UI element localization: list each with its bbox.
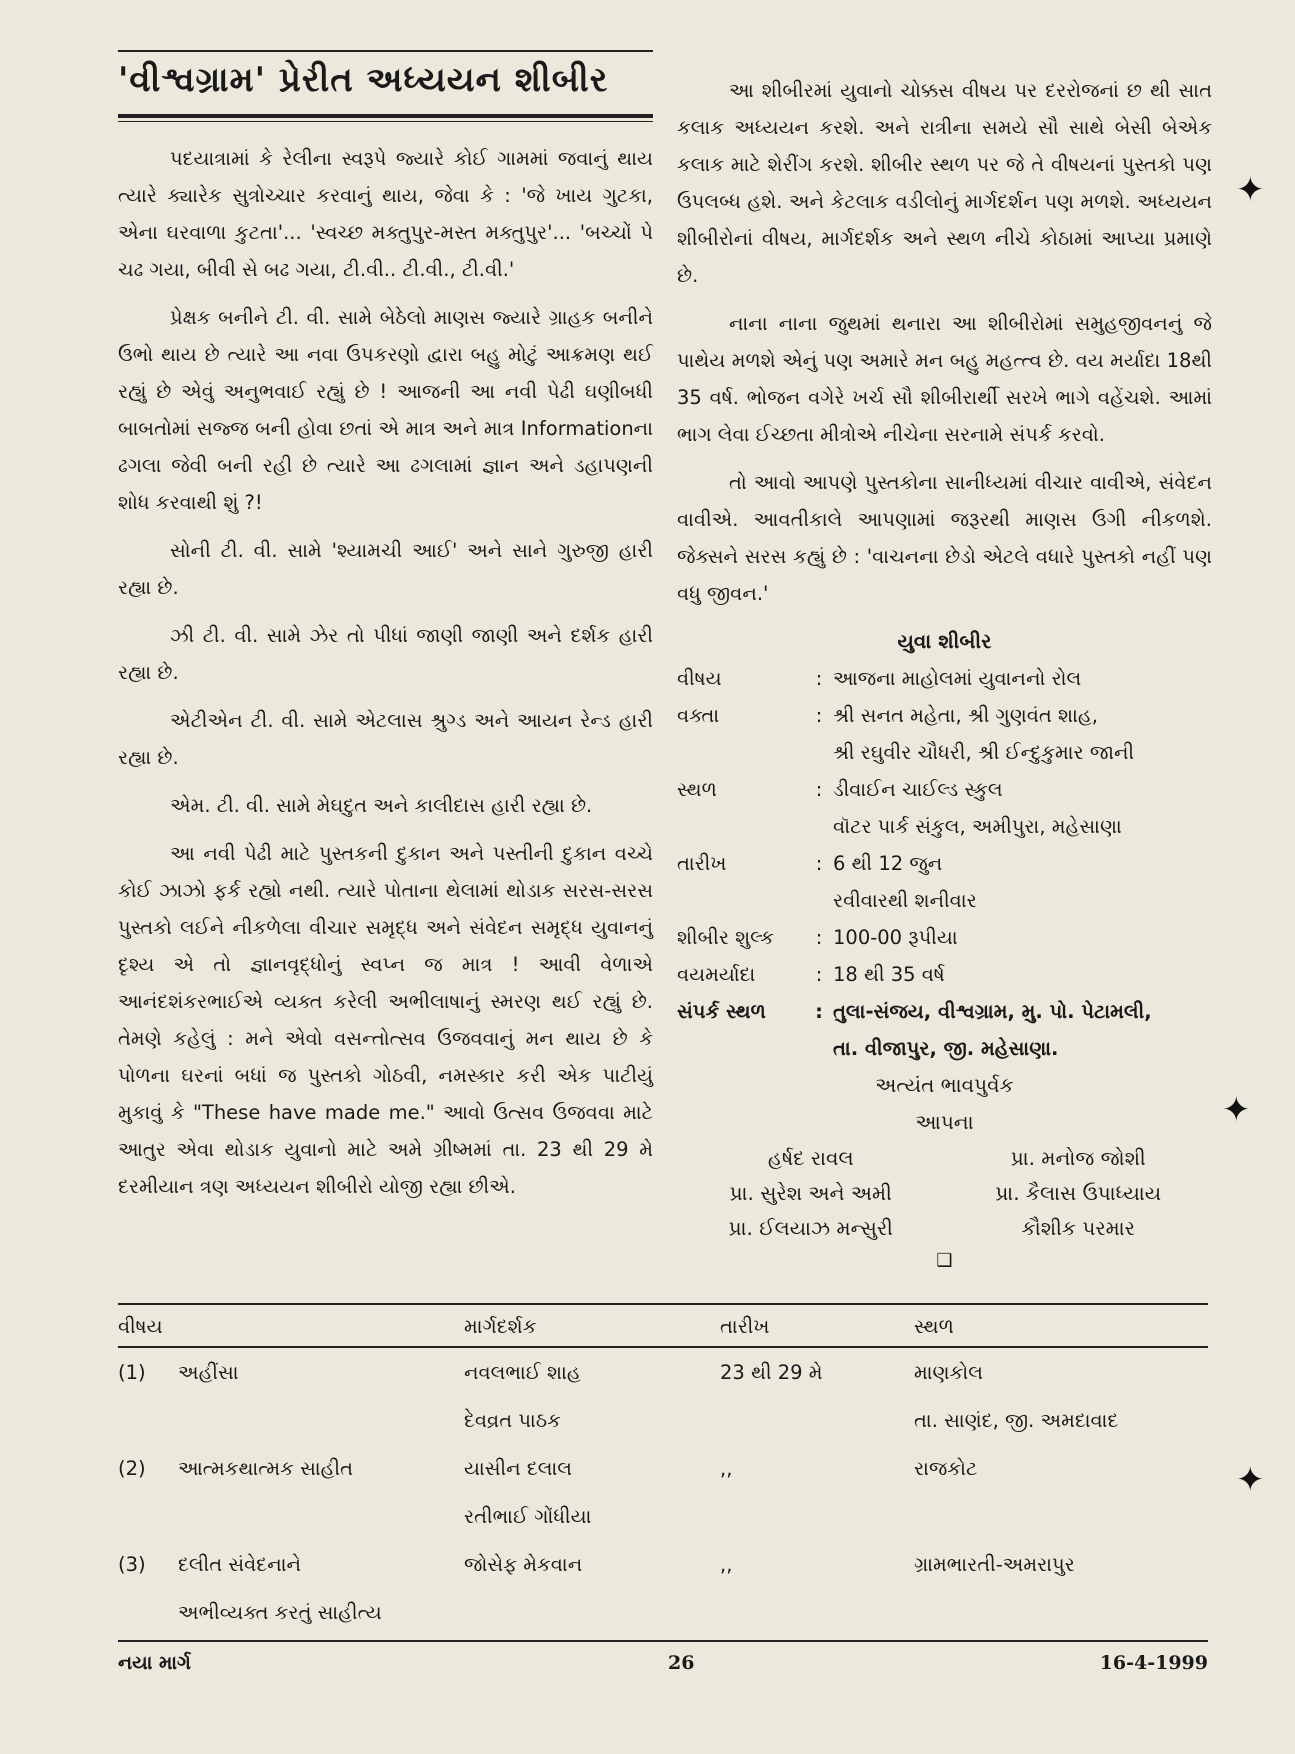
subject-cell xyxy=(118,1347,464,1396)
info-label: તારીખ xyxy=(677,852,727,875)
info-row xyxy=(677,734,1212,771)
info-row xyxy=(677,771,1212,808)
table-row xyxy=(118,1540,1208,1588)
subject-cell xyxy=(118,1492,464,1540)
contact-line: તા. વીજાપુર, જી. મહેસાણા. xyxy=(833,1037,1059,1060)
guide-cell: નવલભાઈ શાહ xyxy=(464,1360,581,1384)
signatory: પ્રા. મનોજ જોશી xyxy=(1010,1146,1146,1170)
column-header: વીષય xyxy=(118,1305,464,1347)
info-row xyxy=(677,882,1212,919)
signatory: પ્રા. કૈલાસ ઉપાધ્યાય xyxy=(995,1181,1162,1205)
subject-cell xyxy=(118,1588,464,1636)
paragraph: પ્રેક્ષક બનીને ટી. વી. સામે બેઠેલો માણસ જ્યારે ગ્રાહક બનીને ઉભો થાય છે ત્યારે આ નવા ઉપકરણો દ્વારા બહુ મોટું આક્રમણ થઈ રહ્યું છે એવું અનુભવાઈ રહ્યું છે ! આજની આ નવી પેઢી ઘણીબધી બાબતોમાં સજ્જ બની હોવા છતાં એ માત્ર અને માત્ર Informationના ઢગલા જેવી બની રહી છે ત્યારે આ ઢગલામાં જ્ઞાન અને ડહાપણની શોધ કરવાથી શું ?! xyxy=(118,306,653,514)
info-row xyxy=(677,956,1212,993)
info-value: 18 થી 35 વર્ષ xyxy=(833,963,945,986)
left-column xyxy=(118,50,653,1216)
table-row xyxy=(118,1588,1208,1636)
closing-line: અત્યંત ભાવપુર્વક xyxy=(875,1073,1014,1097)
info-value: વૉટર પાર્ક સંકુલ, અમીપુરા, મહેસાણા xyxy=(833,815,1122,838)
page-number: 26 xyxy=(668,1652,695,1674)
date-cell xyxy=(720,1396,914,1444)
subject-cell xyxy=(118,1444,464,1492)
subject-text: આત્મકથાત્મક સાહીત xyxy=(178,1456,354,1480)
info-row xyxy=(677,845,1212,882)
info-colon: : xyxy=(815,704,823,727)
subject-text: અહીંસા xyxy=(178,1360,239,1384)
paragraph: આ શીબીરમાં યુવાનો ચોક્કસ વીષય પર દરરોજનાં છ થી સાત કલાક અધ્યયન કરશે. અને રાત્રીના સમયે સૌ સાથે બેસી બેએક કલાક માટે શેરીંગ કરશે. શીબીર સ્થળ પર જે તે વીષયનાં પુસ્તકો પણ ઉપલબ્ધ હશે. અને કેટલાક વડીલોનું માર્ગદર્શન પણ મળશે. અધ્યયન શીબીરોનાં વીષય, માર્ગદર્શક અને સ્થળ નીચે કોઠામાં આપ્યા પ્રમાણે છે. xyxy=(677,79,1212,287)
date-cell xyxy=(720,1588,914,1636)
title-rule xyxy=(118,114,653,122)
column-header: માર્ગદર્શક xyxy=(464,1305,720,1347)
column-header: તારીખ xyxy=(720,1305,914,1347)
table-row xyxy=(118,1444,1208,1492)
schedule-table-wrap xyxy=(118,1303,1208,1636)
date-cell xyxy=(720,1492,914,1540)
paragraph: સોની ટી. વી. સામે 'શ્યામચી આઈ' અને સાને ગુરુજી હારી રહ્યા છે. xyxy=(118,539,653,599)
info-label: વયમર્યાદા xyxy=(677,963,756,986)
place-cell: ગ્રામભારતી-અમરાપુર xyxy=(914,1552,1075,1576)
column-header: સ્થળ xyxy=(914,1305,1208,1347)
info-row xyxy=(677,808,1212,845)
guide-cell: રતીભાઈ ગોંધીયા xyxy=(464,1504,592,1528)
info-label: સ્થળ xyxy=(677,778,717,801)
table-header-row xyxy=(118,1305,1208,1347)
punch-hole-mark-icon: ✦ xyxy=(1236,170,1265,210)
signatory: કૌશીક પરમાર xyxy=(1021,1216,1136,1240)
schedule-table xyxy=(118,1305,1208,1636)
camp-info-table xyxy=(677,660,1212,1067)
info-colon: : xyxy=(815,778,823,801)
article-title: 'વીશ્વગ્રામ' પ્રેરીત અધ્યયન શીબીર xyxy=(118,60,609,100)
paragraph: આ નવી પેઢી માટે પુસ્તકની દુકાન અને પસ્તીની દુકાન વચ્ચે કોઈ ઝાઝો ફર્ક રહ્યો નથી. ત્યારે પોતાના થેલામાં થોડાક સરસ-સરસ પુસ્તકો લઈને નીકળેલા વીચાર સમૃદ્ધ અને સંવેદન સમૃદ્ધ યુવાનનું દૃશ્ય એ તો જ્ઞાનવૃદ્ધોનું સ્વપ્ન જ માત્ર ! આવી વેળાએ આનંદશંકરભાઈએ વ્યક્ત કરેલી અભીલાષાનું સ્મરણ થઈ રહ્યું છે. તેમણે કહેલું : મને એવો વસન્તોત્સવ ઉજવવાનું મન થાય છે કે પોળના ઘરનાં બધાં જ પુસ્તકો ગોઠવી, નમસ્કાર કરી એક પાટીયું મુકાવું કે "These have made me." આવો ઉત્સવ ઉજવવા માટે આતુર એવા થોડાક યુવાનો માટે અમે ગ્રીષ્મમાં તા. 23 થી 29 મે દરમીયાન ત્રણ અધ્યયન શીબીરો યોજી રહ્યા છીએ. xyxy=(118,842,653,1198)
row-number: (2) xyxy=(118,1456,146,1480)
paragraph: ઝી ટી. વી. સામે ઝેર તો પીધાં જાણી જાણી અને દર્શક હારી રહ્યા છે. xyxy=(118,624,653,684)
end-mark: ❑ xyxy=(936,1250,953,1271)
subject-text: અભીવ્યક્ત કરતું સાહીત્ય xyxy=(178,1600,382,1624)
info-value: શ્રી સનત મહેતા, શ્રી ગુણવંત શાહ, xyxy=(833,704,1098,727)
info-value: ડીવાઈન ચાઈલ્ડ સ્કુલ xyxy=(833,778,1003,801)
info-label: વીષય xyxy=(677,667,722,690)
subject-cell xyxy=(118,1540,464,1588)
info-value: શ્રી રઘુવીર ચૌધરી, શ્રી ઈન્દુકુમાર જાની xyxy=(833,741,1135,764)
info-colon: : xyxy=(815,926,823,949)
info-label xyxy=(677,882,805,919)
row-number: (1) xyxy=(118,1360,146,1384)
place-cell: તા. સાણંદ, જી. અમદાવાદ xyxy=(914,1408,1119,1432)
info-label: શીબીર શુલ્ક xyxy=(677,926,775,949)
signatory: હર્ષદ રાવલ xyxy=(767,1146,854,1170)
contact-row xyxy=(677,1030,1212,1067)
info-colon: : xyxy=(815,963,823,986)
contact-row xyxy=(677,993,1212,1030)
place-cell: રાજકોટ xyxy=(914,1456,978,1480)
signatory: પ્રા. સુરેશ અને અમી xyxy=(729,1181,892,1205)
info-value: રવીવારથી શનીવાર xyxy=(833,889,977,912)
paragraph: નાના નાના જુથમાં થનારા આ શીબીરોમાં સમુહજીવનનું જે પાથેય મળશે એનું પણ અમારે મન બહુ મહત્ત્વ છે. વય મર્યાદા 18થી 35 વર્ષ. ભોજન વગેરે ખર્ચ સૌ શીબીરાર્થી સરખે ભાગે વહેંચશે. આમાં ભાગ લેવા ઈચ્છતા મીત્રોએ નીચેના સરનામે સંપર્ક કરવો. xyxy=(677,312,1212,446)
guide-cell xyxy=(464,1588,720,1636)
info-colon: : xyxy=(815,852,823,875)
right-column xyxy=(677,72,1212,1271)
table-row xyxy=(118,1347,1208,1396)
paragraph: એમ. ટી. વી. સામે મેઘદુત અને કાલીદાસ હારી રહ્યા છે. xyxy=(170,794,593,817)
place-cell: માણકોલ xyxy=(914,1360,983,1384)
subject-cell xyxy=(118,1396,464,1444)
table-row xyxy=(118,1492,1208,1540)
subject-text: દલીત સંવેદનાને xyxy=(178,1552,302,1576)
punch-hole-mark-icon: ✦ xyxy=(1222,1090,1251,1130)
place-cell xyxy=(914,1492,1208,1540)
contact-line: તુલા-સંજય, વીશ્વગ્રામ, મુ. પો. પેટામલી, xyxy=(833,1000,1152,1023)
paragraph: એટીએન ટી. વી. સામે એટલાસ શ્રુગ્ડ અને આયન રેન્ડ હારી રહ્યા છે. xyxy=(118,709,653,769)
guide-cell: દેવવ્રત પાઠક xyxy=(464,1408,561,1432)
info-label: વક્તા xyxy=(677,704,720,727)
guide-cell: જોસેફ મેકવાન xyxy=(464,1552,583,1576)
issue-date: 16-4-1999 xyxy=(1099,1652,1208,1674)
info-row xyxy=(677,660,1212,697)
info-value: 100-00 રૂપીયા xyxy=(833,926,958,949)
info-colon: : xyxy=(815,667,823,690)
camp-heading: યુવા શીબીર xyxy=(897,629,992,653)
signatory: પ્રા. ઈલયાઝ મન્સુરી xyxy=(728,1216,893,1240)
info-colon: : xyxy=(815,1000,823,1023)
info-label xyxy=(677,734,805,771)
date-cell: ,, xyxy=(720,1456,733,1480)
date-cell: ,, xyxy=(720,1552,733,1576)
info-row xyxy=(677,697,1212,734)
paragraph: પદયાત્રામાં કે રેલીના સ્વરૂપે જ્યારે કોઈ ગામમાં જવાનું થાય ત્યારે ક્યારેક સુત્રોચ્ચાર કરવાનું થાય, જેવા કે : 'જે ખાય ગુટકા, એના ઘરવાળા કુટતા'... 'સ્વચ્છ મક્તુપુર-મસ્ત મક્તુપુર'... 'બચ્ચોં પે ચઢ ગયા, બીવી સે બઢ ગયા, ટી.વી.. ટી.વી., ટી.વી.' xyxy=(118,147,653,281)
contact-label: સંપર્ક સ્થળ xyxy=(677,1000,766,1023)
row-number: (3) xyxy=(118,1552,146,1576)
info-value: 6 થી 12 જુન xyxy=(833,852,943,875)
place-cell xyxy=(914,1588,1208,1636)
info-label xyxy=(677,808,805,845)
signatories xyxy=(677,1141,1212,1246)
info-row xyxy=(677,919,1212,956)
page-footer xyxy=(118,1640,1208,1674)
date-cell: 23 થી 29 મે xyxy=(720,1360,823,1384)
table-row xyxy=(118,1396,1208,1444)
publication-name: નયા માર્ગ xyxy=(118,1652,191,1674)
closing-line: આપના xyxy=(915,1110,974,1134)
paragraph: તો આવો આપણે પુસ્તકોના સાનીધ્યમાં વીચાર વાવીએ, સંવેદન વાવીએ. આવતીકાલે આપણામાં જરૂરથી માણસ ઉગી નીકળશે. જેક્સને સરસ કહ્યું છે : 'વાચનના છેડો એટલે વધારે પુસ્તકો નહીં પણ વધુ જીવન.' xyxy=(677,471,1212,605)
info-value: આજના માહોલમાં યુવાનનો રોલ xyxy=(833,667,1082,690)
guide-cell: યાસીન દલાલ xyxy=(464,1456,573,1480)
punch-hole-mark-icon: ✦ xyxy=(1236,1460,1265,1500)
title-box xyxy=(118,50,653,100)
